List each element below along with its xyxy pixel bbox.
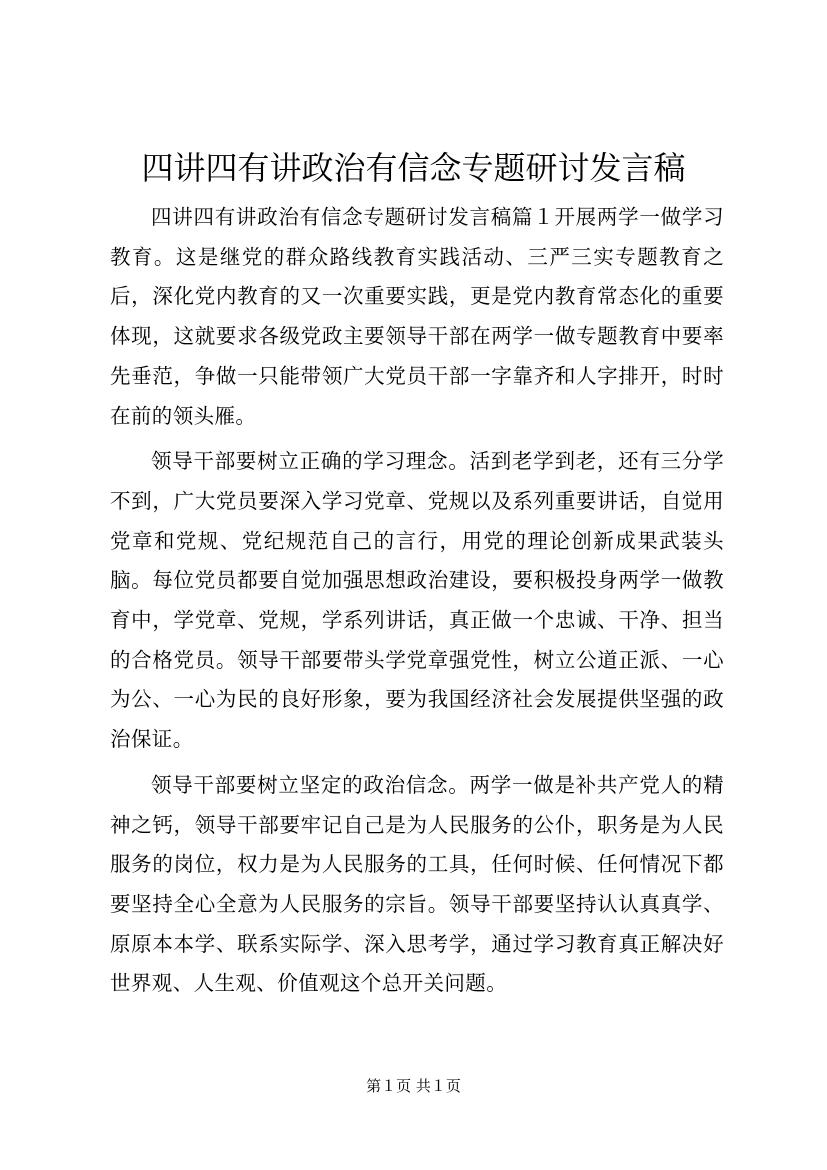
paragraph-3: 领导干部要树立坚定的政治信念。两学一做是补共产党人的精神之钙，领导干部要牢记自己是为人民服务的公仆，职务是为人民服务的岗位，权力是为人民服务的工具，任何时候、任何情况下都要坚持全心全意为人民服务的宗旨。领导干部要坚持认认真真学、原原本本学、联系实际学、深入思考学，通过学习教育真正解决好世界观、人生观、价值观这个总开关问题。: [110, 772, 724, 996]
document-title: 四讲四有讲政治有信念专题研讨发言稿: [141, 149, 686, 187]
paragraph-1: 四讲四有讲政治有信念专题研讨发言稿篇１开展两学一做学习教育。这是继党的群众路线教育实践活动、三严三实专题教育之后，深化党内教育的又一次重要实践，更是党内教育常态化的重要体现，这就要求各级党政主要领导干部在两学一做专题教育中要率先垂范，争做一只能带领广大党员干部一字靠齐和人字排开，时时在前的领头雁。: [110, 205, 724, 428]
document-body: [110, 198, 724, 1010]
page-number-footer: 第１页 共１页: [366, 1077, 461, 1095]
paragraph-2: 领导干部要树立正确的学习理念。活到老学到老，还有三分学不到，广大党员要深入学习党章、党规以及系列重要讲话，自觉用党章和党规、党纪规范自己的言行，用党的理论创新成果武装头脑。每位党员都要自觉加强思想政治建设，要积极投身两学一做教育中，学党章、党规，学系列讲话，真正做一个忠诚、干净、担当的合格党员。领导干部要带头学党章强党性，树立公道正派、一心为公、一心为民的良好形象，要为我国经济社会发展提供坚强的政治保证。: [110, 449, 724, 752]
